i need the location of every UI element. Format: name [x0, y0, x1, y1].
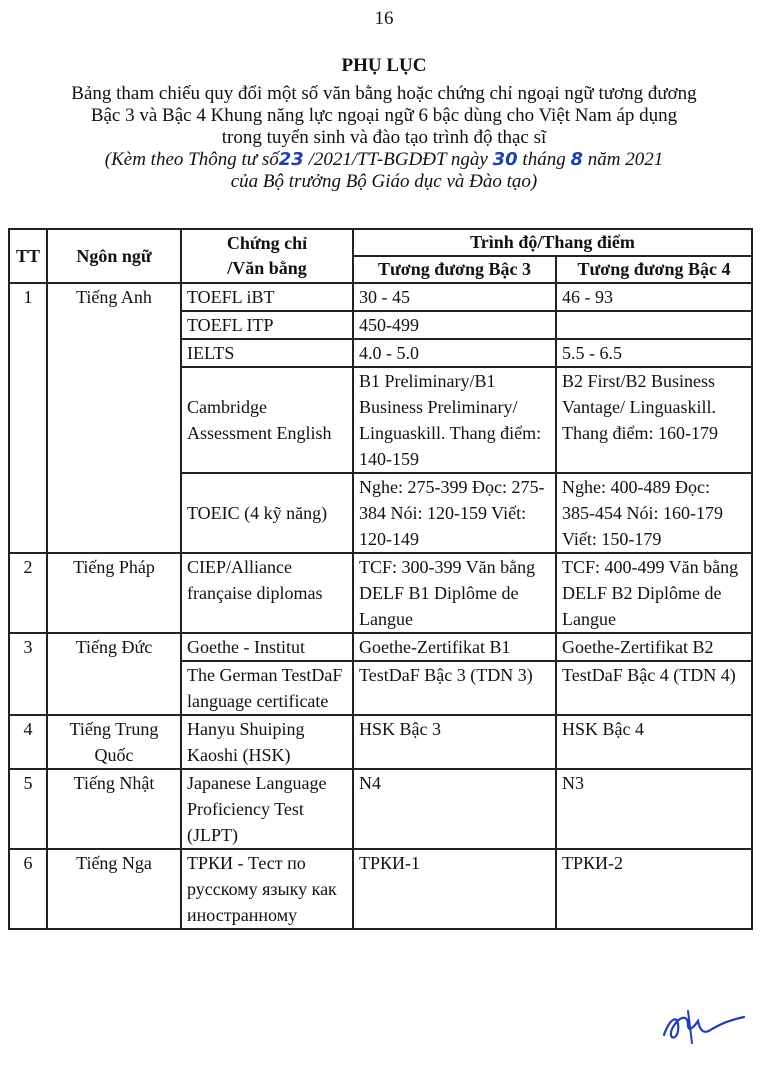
table-row: [9, 715, 752, 769]
handwritten-month: 8: [570, 149, 583, 170]
certificate-cell: IELTS: [181, 339, 353, 367]
level3-cell: B1 Preliminary/B1 Business Preliminary/ Linguaskill. Thang điểm: 140-159: [353, 367, 556, 473]
level4-cell: N3: [556, 769, 752, 849]
year-text: năm 2021: [587, 149, 664, 170]
table-row: [9, 283, 752, 311]
appendix-title: PHỤ LỤC: [341, 55, 427, 76]
level4-cell: B2 First/B2 Business Vantage/ Linguaskill. Thang điểm: 160-179: [556, 367, 752, 473]
level3-cell: Nghe: 275-399 Đọc: 275-384 Nói: 120-159 Viết: 120-149: [353, 473, 556, 553]
level4-cell: 46 - 93: [556, 283, 752, 311]
header-level3: Tương đương Bậc 3: [353, 256, 556, 283]
row-number: 6: [9, 849, 47, 929]
level3-cell: 4.0 - 5.0: [353, 339, 556, 367]
language-cell: Tiếng Pháp: [47, 553, 181, 633]
row-number: 4: [9, 715, 47, 769]
header-certificate-line: /Văn bằng: [227, 258, 307, 278]
certificate-cell: The German TestDaF language certificate: [181, 661, 353, 715]
level4-cell: Goethe-Zertifikat B2: [556, 633, 752, 661]
certificate-cell: ТРКИ - Тест по русскому языку как иностранному: [181, 849, 353, 929]
header-row: [9, 229, 752, 256]
level3-cell: ТРКИ-1: [353, 849, 556, 929]
level4-cell: HSK Bậc 4: [556, 715, 752, 769]
certificate-cell: Goethe - Institut: [181, 633, 353, 661]
row-number: 5: [9, 769, 47, 849]
language-cell: Tiếng Đức: [47, 633, 181, 715]
header-certificate-line: Chứng chỉ: [226, 233, 308, 253]
language-cell: Tiếng Anh: [47, 283, 181, 553]
level3-cell: Goethe-Zertifikat B1: [353, 633, 556, 661]
row-number: 2: [9, 553, 47, 633]
level4-cell: TestDaF Bậc 4 (TDN 4): [556, 661, 752, 715]
table-row: [9, 633, 752, 661]
attachment-line: [0, 149, 768, 171]
certificate-cell: TOEFL iBT: [181, 283, 353, 311]
table-row: [9, 849, 752, 929]
level3-cell: 450-499: [353, 311, 556, 339]
month-label: tháng: [522, 149, 566, 170]
certificate-cell: TOEFL ITP: [181, 311, 353, 339]
level4-cell: Nghe: 400-489 Đọc: 385-454 Nói: 160-179 Viết: 150-179: [556, 473, 752, 553]
attachment-middle: /2021/TT-BGDĐT ngày: [308, 149, 488, 170]
document-heading: [0, 55, 768, 193]
header-tt: TT: [9, 229, 47, 283]
attachment-prefix: (Kèm theo Thông tư số: [104, 149, 279, 170]
subtitle-line: Bậc 3 và Bậc 4 Khung năng lực ngoại ngữ 6 bậc dùng cho Việt Nam áp dụng: [90, 105, 678, 126]
level4-cell: TCF: 400-499 Văn bằng DELF B2 Diplôme de Langue: [556, 553, 752, 633]
certificate-cell: Cambridge Assessment English: [181, 367, 353, 473]
row-number: 1: [9, 283, 47, 553]
header-level4: Tương đương Bậc 4: [556, 256, 752, 283]
certificate-cell: Japanese Language Proficiency Test (JLPT): [181, 769, 353, 849]
level3-cell: HSK Bậc 3: [353, 715, 556, 769]
table-row: [9, 769, 752, 849]
handwritten-day: 30: [492, 149, 518, 170]
subtitle-line: Bảng tham chiếu quy đổi một số văn bằng hoặc chứng chỉ ngoại ngữ tương đương: [71, 83, 697, 104]
handwritten-number: 23: [278, 149, 304, 170]
level3-cell: TCF: 300-399 Văn bằng DELF B1 Diplôme de Langue: [353, 553, 556, 633]
row-number: 3: [9, 633, 47, 715]
header-certificate: [181, 229, 353, 283]
header-language: Ngôn ngữ: [47, 229, 181, 283]
level4-cell: [556, 311, 752, 339]
signature-icon: [658, 1005, 746, 1047]
language-cell: Tiếng Nga: [47, 849, 181, 929]
table-row: [9, 553, 752, 633]
level4-cell: ТРКИ-2: [556, 849, 752, 929]
page-number: 16: [374, 8, 394, 29]
level4-cell: 5.5 - 6.5: [556, 339, 752, 367]
issuer-line: của Bộ trưởng Bộ Giáo dục và Đào tạo): [230, 171, 538, 192]
certificate-cell: CIEP/Alliance française diplomas: [181, 553, 353, 633]
subtitle-line: trong tuyển sinh và đào tạo trình độ thạc sĩ: [221, 127, 547, 148]
level3-cell: N4: [353, 769, 556, 849]
header-level-group: Trình độ/Thang điểm: [353, 229, 752, 256]
reference-table: [8, 228, 753, 930]
certificate-cell: TOEIC (4 kỹ năng): [181, 473, 353, 553]
language-cell: Tiếng Trung Quốc: [47, 715, 181, 769]
language-cell: Tiếng Nhật: [47, 769, 181, 849]
level3-cell: 30 - 45: [353, 283, 556, 311]
certificate-cell: Hanyu Shuiping Kaoshi (HSK): [181, 715, 353, 769]
level3-cell: TestDaF Bậc 3 (TDN 3): [353, 661, 556, 715]
